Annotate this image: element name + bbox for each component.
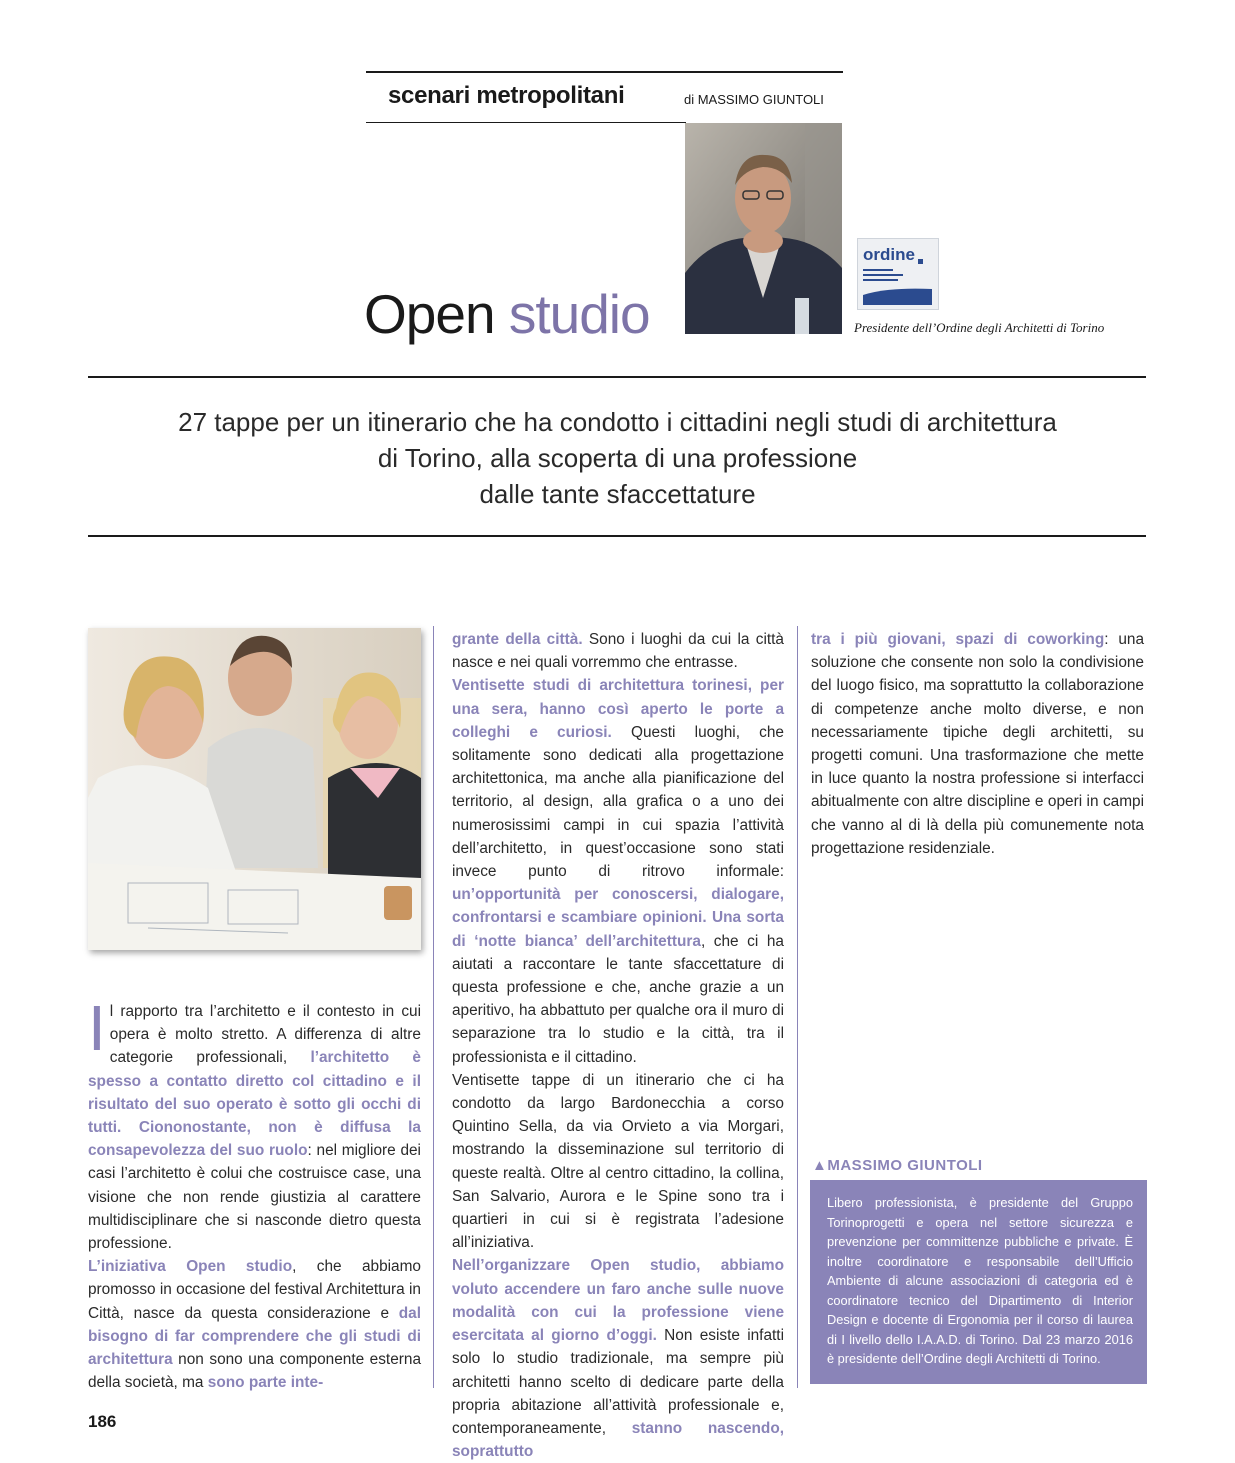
article-deck	[90, 404, 1145, 512]
deck-line-2: di Torino, alla scoperta di una professione	[377, 443, 858, 473]
col1-highlight-3: dal bisogno di far comprendere che gli studi di architettura	[88, 1304, 421, 1369]
col2-text-2: Questi luoghi, che solitamente sono dedicati alla progettazione architettonica, ma anche alla pianificazione del territorio, al design, alla grafica o a uno dei numerosissimi campi in cui spazia l’attività dell’architetto, in quest’occasione sono stati invece punto di ritrovo informale:	[452, 723, 784, 881]
article-column-2	[452, 628, 784, 1463]
byline: di MASSIMO GIUNTOLI	[684, 92, 824, 107]
col2-highlight-5: stanno nascendo, soprattutto	[452, 1419, 784, 1461]
col2-highlight-4: Nell’organizzare Open studio, abbiamo voluto accendere un faro anche sulle nuove modalità con cui la professione viene esercitata al giorno d’oggi.	[452, 1257, 784, 1345]
deck-bottom-rule	[88, 535, 1146, 537]
author-bio: Libero professionista, è presidente del Gruppo Torinoprogetti e opera nel settore sicurezza e prevenzione per committenze pubbliche e private. È inoltre coordinatore e responsabile dell’Ufficio Ambiente di alcune associazioni di categoria ed è coordinatore tecnico del Dipartimento di Interior Design e docente di Ergonomia per il corso di laurea di I livello dello I.A.A.D. di Torino. Dal 23 marzo 2016 è presidente dell’Ordine degli Architetti di Torino.	[810, 1180, 1147, 1384]
col1-text-1: l rapporto tra l’architetto e il contesto in cui opera è molto stretto. A differenza di altre categorie professionali,	[109, 1003, 421, 1067]
deck-line-3: dalle tante sfaccettature	[479, 479, 756, 509]
col1-highlight-2: L’iniziativa Open studio	[88, 1258, 293, 1276]
column-2-paragraph-1	[452, 628, 784, 1069]
triangle-icon: ▲	[812, 1157, 828, 1174]
photo-caption: Presidente dell’Ordine degli Architetti di Torino	[854, 320, 1105, 335]
article-column-1	[88, 992, 421, 1394]
section-title: scenari metropolitani	[388, 82, 625, 109]
ordine-logo	[857, 238, 939, 310]
col3-text-1: : una soluzione che consente non solo la condivisione del luogo fisico, ma soprattutto la collaborazione di competenze anche molto diverse, e non necessariamente tipiche degli architetti, su progetti comuni. Una trasformazione che mette in luce quanto la nostra professione si interfacci abitualmente con altre discipline e operi in campi che vanno al di là della più comunemente nota progettazione residenziale.	[811, 631, 1145, 857]
title-part-1: Open	[364, 283, 495, 345]
team-photo	[88, 628, 421, 950]
author-portrait	[685, 123, 842, 334]
title-part-2: studio	[508, 283, 650, 345]
column-2-paragraph-3	[452, 1254, 784, 1463]
col2-highlight-3: un’opportunità per conoscersi, dialogare, confrontarsi e scambiare opinioni. Una sorta di ‘notte bianca’ dell’architettura	[452, 886, 784, 950]
col3-highlight-1: tra i più giovani, spazi di coworking	[811, 631, 1105, 648]
article-title	[364, 282, 650, 346]
deck-top-rule	[88, 376, 1146, 378]
col2-highlight-2: Ventisette studi di architettura torinesi, per una sera, hanno così aperto le porte a colleghi e curiosi.	[452, 677, 784, 741]
col1-highlight-4: sono parte inte-	[207, 1374, 324, 1392]
col1-text-2: : nel migliore dei casi l’architetto è colui che costruisce case, una visione che non rende giustizia al carattere multidisciplinare che si nasconde dietro questa professione.	[88, 1142, 421, 1253]
column-divider-1	[433, 626, 434, 1388]
col2-text-3: , che ci ha aiutati a raccontare le tante sfaccettature di questa professione e che, anche grazie a un aperitivo, ha abbattuto per qualche ora il muro di separazione tra lo studio e la città, tra il professionista e il cittadino.	[452, 932, 784, 1066]
page-number: 186	[88, 1412, 117, 1431]
author-heading	[812, 1157, 983, 1174]
col2-highlight-1: grante della città.	[452, 631, 583, 648]
deck-line-1: 27 tappe per un itinerario che ha condotto i cittadini negli studi di architettura	[178, 407, 1057, 437]
column-3-paragraph	[811, 628, 1144, 860]
column-1-paragraph	[88, 992, 421, 1394]
header-top-rule	[366, 71, 843, 73]
article-column-3	[811, 628, 1144, 860]
header-bottom-rule	[366, 122, 686, 123]
col1-text-4: non sono una componente esterna della società, ma	[88, 1351, 421, 1392]
drop-cap: I	[88, 992, 106, 1064]
col2-text-1: Sono i luoghi da cui la città nasce e nei quali vorremmo che entrasse.	[452, 631, 784, 672]
col1-highlight-1: l’architetto è spesso a contatto diretto col cittadino e il risultato del suo operato è sotto gli occhi di tutti. Ciononostante, non è diffusa la consapevolezza del suo ruolo	[88, 1049, 421, 1160]
author-name: MASSIMO GIUNTOLI	[827, 1157, 983, 1174]
col2-text-4: Non esiste infatti solo lo studio tradizionale, ma sempre più architetti hanno scelto di dedicare parte della propria abitazione all’attività professionale e, contemporaneamente,	[452, 1327, 784, 1437]
column-2-paragraph-2: Ventisette tappe di un itinerario che ci ha condotto da largo Bardonecchia a corso Quintino Sella, da via Orvieto a via Morgari, mostrando la disseminazione sul territorio di queste realtà. Oltre al centro cittadino, la collina, San Salvario, Aurora e le Spine sono tra i quartieri in cui si è registrata l’adesione all’iniziativa.	[452, 1071, 784, 1252]
col1-text-3: , che abbiamo promosso in occasione del festival Architettura in Città, nasce da questa considerazione e	[88, 1258, 421, 1322]
column-divider-2	[797, 626, 798, 1388]
logo-wordmark: ordine	[863, 245, 915, 264]
